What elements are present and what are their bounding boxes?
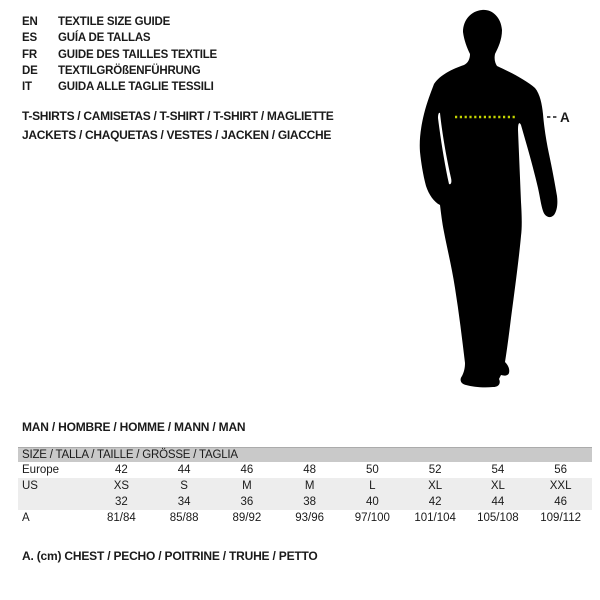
category-jackets: JACKETS / CHAQUETAS / VESTES / JACKEN / GIACCHE	[22, 128, 332, 143]
size-cell: 105/108	[477, 512, 519, 524]
size-cell: 40	[365, 496, 379, 508]
size-cell: 46	[240, 464, 254, 476]
category-tshirts: T-SHIRTS / CAMISETAS / T-SHIRT / T-SHIRT / MAGLIETTE	[22, 109, 334, 123]
size-cell: 38	[303, 496, 317, 508]
language-code: EN	[22, 16, 38, 28]
language-code: FR	[22, 48, 37, 61]
size-cell: M	[304, 480, 315, 492]
size-cell: 50	[365, 464, 379, 476]
size-cell: XL	[428, 480, 443, 492]
language-row-fr	[22, 47, 217, 63]
size-cell: 52	[428, 464, 442, 476]
size-cell: 81/84	[106, 512, 136, 524]
size-table-header: SIZE / TALLA / TAILLE / GRÖSSE / TAGLIA	[18, 447, 592, 462]
size-cell: 93/96	[295, 512, 325, 524]
size-cell: 42	[114, 464, 128, 476]
table-row-us	[18, 478, 592, 494]
garment-categories	[22, 107, 334, 146]
size-cell: 97/100	[354, 512, 390, 524]
language-title: GUIDE DES TAILLES TEXTILE	[58, 48, 217, 61]
row-label	[18, 494, 90, 510]
row-label: A	[22, 512, 30, 524]
language-title: TEXTILE SIZE GUIDE	[58, 16, 171, 28]
size-cell: 101/104	[414, 512, 456, 524]
size-cell: S	[180, 480, 188, 492]
table-row-us-numeric	[18, 494, 592, 510]
size-cell: 54	[491, 464, 505, 476]
language-code: DE	[22, 64, 38, 77]
language-title: GUIDA ALLE TAGLIE TESSILI	[58, 81, 214, 94]
size-cell: 36	[240, 496, 254, 508]
measure-label-a: A	[560, 110, 570, 125]
language-title: TEXTILGRÖßENFÜHRUNG	[58, 64, 201, 77]
language-title: GUÍA DE TALLAS	[58, 32, 151, 45]
size-cell: XS	[113, 480, 130, 492]
size-cell: 85/88	[169, 512, 199, 524]
size-cell: 42	[428, 496, 442, 508]
size-cell: 89/92	[232, 512, 262, 524]
man-silhouette-svg	[418, 8, 570, 390]
language-row-it	[22, 79, 217, 95]
size-cell: 56	[554, 464, 568, 476]
man-body-shape	[420, 10, 558, 387]
size-cell: 48	[303, 464, 317, 476]
section-title-man: MAN / HOMBRE / HOMME / MANN / MAN	[22, 420, 246, 434]
table-row-europe	[18, 462, 592, 478]
measurement-footnote: A. (cm) CHEST / PECHO / POITRINE / TRUHE / PETTO	[22, 549, 318, 563]
size-cell: XXL	[549, 480, 572, 492]
size-cell: 34	[177, 496, 191, 508]
row-label: Europe	[22, 464, 60, 476]
size-cell: 44	[177, 464, 191, 476]
size-cell: 32	[114, 496, 128, 508]
language-row-en	[22, 14, 217, 30]
size-cell: L	[369, 480, 376, 492]
table-row-chest-a	[18, 510, 592, 526]
size-cell: XL	[490, 480, 505, 492]
size-cell: M	[242, 480, 252, 492]
language-row-de	[22, 63, 217, 79]
row-label: US	[22, 480, 38, 492]
language-row-es	[22, 30, 217, 46]
language-code: IT	[22, 81, 32, 94]
man-silhouette	[418, 8, 570, 390]
size-cell: 109/112	[540, 512, 581, 524]
language-code: ES	[22, 32, 37, 45]
language-legend	[22, 14, 217, 95]
size-table	[18, 447, 592, 526]
size-cell: 44	[491, 496, 505, 508]
size-cell: 46	[554, 496, 568, 508]
